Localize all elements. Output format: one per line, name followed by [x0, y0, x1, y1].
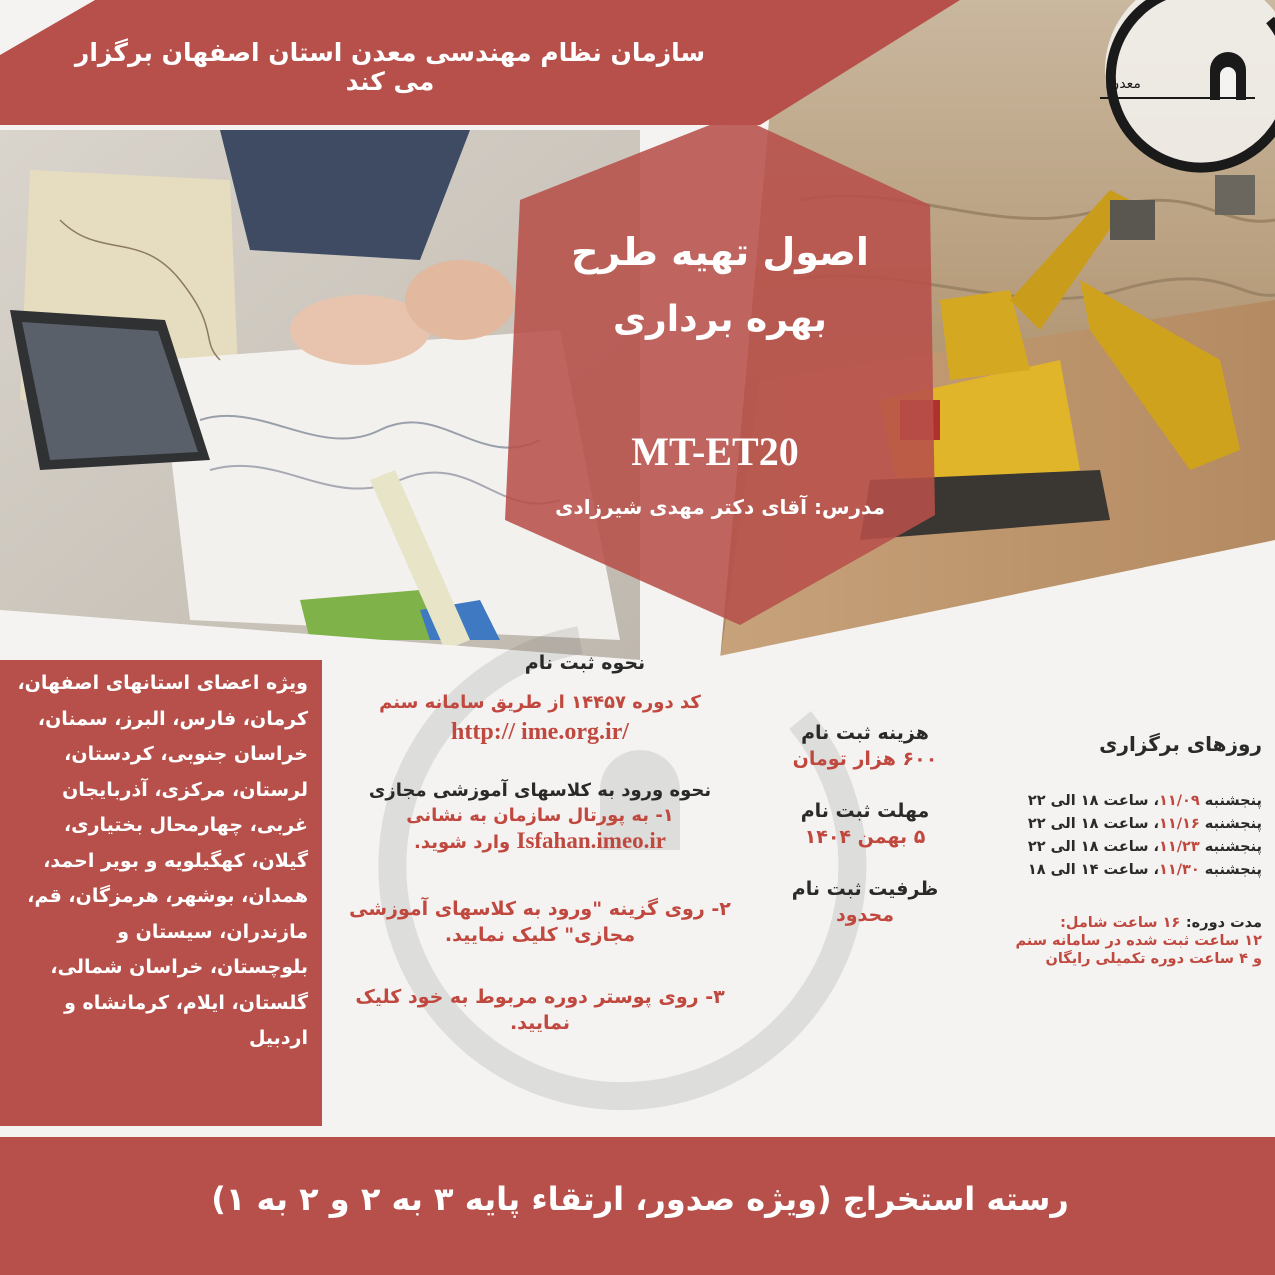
province-line: بلوچستان، خراسان شمالی،	[50, 956, 308, 978]
province-line: لرستان، مرکزی، آذربایجان	[62, 778, 308, 801]
session-day: پنجشنبه	[1204, 793, 1262, 809]
fee-value: ۶۰۰ هزار تومان	[792, 748, 938, 770]
step3-text-cont: نمایید.	[509, 1012, 571, 1034]
duration-info	[1000, 912, 1262, 967]
ime-logo	[1060, 0, 1275, 185]
session-date: ۱۱/۰۹	[1159, 793, 1200, 809]
course-code: MT-ET20	[631, 429, 799, 474]
registration-section	[340, 652, 740, 1034]
course-title	[520, 222, 920, 350]
duration-value: ۱۶ ساعت شامل:	[1060, 915, 1181, 931]
deadline-value: ۵ بهمن ۱۴۰۴	[804, 826, 926, 848]
session-item	[1000, 836, 1262, 859]
step2-text-cont: مجازی" کلیک نمایید.	[444, 924, 636, 946]
footer-text: رسته استخراج (ویژه صدور، ارتقاء پایه ۳ به ۲ و ۲ به ۱)	[211, 1180, 1069, 1218]
step1-suffix: وارد شوید.	[414, 832, 511, 853]
session-date: ۱۱/۳۰	[1159, 862, 1200, 878]
schedule-title: روزهای برگزاری	[1099, 732, 1262, 756]
province-line: اردبیل	[248, 1027, 308, 1049]
province-line: کرمان، فارس، البرز، سمنان،	[37, 707, 308, 730]
session-time: ، ساعت ۱۴ الی ۱۸	[1027, 862, 1160, 878]
fee-label: هزینه ثبت نام	[801, 722, 929, 744]
portal-url[interactable]: Isfahan.imeo.ir	[516, 828, 666, 853]
eligible-provinces	[0, 660, 322, 1126]
registration-title: نحوه ثبت نام	[524, 652, 646, 674]
schedule-section	[1000, 732, 1262, 967]
duration-line	[1000, 912, 1262, 931]
session-time: ، ساعت ۱۸ الی ۲۲	[1027, 793, 1160, 809]
capacity-label: ظرفیت ثبت نام	[791, 878, 939, 900]
province-line: ویژه اعضای استانهای اصفهان،	[17, 672, 308, 694]
capacity-value: محدود	[836, 904, 894, 926]
province-line: گلستان، ایلام، کرمانشاه و	[64, 991, 308, 1014]
session-item	[1000, 813, 1262, 836]
duration-detail-2: و ۴ ساعت دوره تکمیلی رایگان	[1045, 951, 1262, 967]
province-line: مازندران، سیستان و	[117, 920, 308, 943]
instructor-name: مدرس: آقای دکتر مهدی شیرزادی	[555, 495, 885, 519]
province-line: همدان، بوشهر، هرمزگان، قم،	[27, 885, 308, 907]
session-time: ، ساعت ۱۸ الی ۲۲	[1027, 816, 1160, 832]
session-day: پنجشنبه	[1204, 862, 1262, 878]
course-title-line1: اصول تهیه طرح	[571, 230, 869, 274]
course-title-line2: بهره برداری	[613, 299, 827, 340]
step2-text: ۲- روی گزینه "ورود به کلاسهای آموزشی	[349, 898, 731, 920]
logo-text-fa: معدن	[1109, 76, 1141, 92]
step1-text: ۱- به پورتال سازمان به نشانی	[406, 805, 674, 826]
session-date: ۱۱/۲۳	[1159, 839, 1200, 855]
course-code-line: کد دوره ۱۴۴۵۷ از طریق سامانه سنم	[379, 692, 701, 713]
session-list	[1000, 790, 1262, 882]
registration-url[interactable]: http:// ime.org.ir/	[451, 719, 629, 745]
duration-label: مدت دوره:	[1185, 915, 1262, 931]
virtual-class-title: نحوه ورود به کلاسهای آموزشی مجازی	[368, 780, 712, 801]
step1-url-line	[340, 828, 740, 854]
province-line: غربی، چهارمحال بختیاری،	[63, 814, 308, 836]
session-day: پنجشنبه	[1204, 839, 1262, 855]
province-line: گیلان، کهگیلویه و بویر احمد،	[43, 849, 308, 872]
session-day: پنجشنبه	[1204, 816, 1262, 832]
province-line: خراسان جنوبی، کردستان،	[64, 743, 308, 765]
session-item	[1000, 859, 1262, 882]
session-date: ۱۱/۱۶	[1159, 816, 1200, 832]
fee-section	[760, 722, 970, 926]
session-time: ، ساعت ۱۸ الی ۲۲	[1027, 839, 1160, 855]
step3-text: ۳- روی پوستر دوره مربوط به خود کلیک	[355, 986, 725, 1008]
organizer-heading: سازمان نظام مهندسی معدن استان اصفهان برگزار می کند	[74, 38, 706, 96]
deadline-label: مهلت ثبت نام	[800, 800, 930, 822]
session-item	[1000, 790, 1262, 813]
duration-detail-1: ۱۲ ساعت ثبت شده در سامانه سنم	[1015, 933, 1262, 949]
logo-emblem	[1060, 0, 1275, 185]
